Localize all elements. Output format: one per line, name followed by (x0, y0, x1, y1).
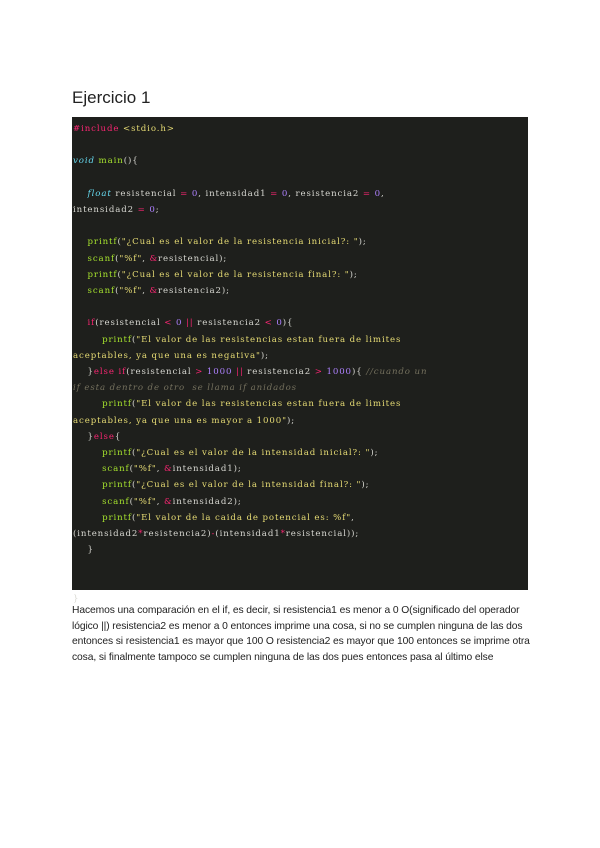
code-token: printf (102, 334, 132, 345)
code-token: resistencial); (158, 253, 228, 264)
code-line (73, 285, 527, 297)
code-token: || (186, 318, 194, 329)
code-token: (intensidad1 (215, 529, 281, 539)
code-token: printf (102, 448, 132, 458)
code-token: else if (93, 367, 127, 377)
code-line (73, 398, 527, 410)
code-token: aceptables, ya que una es mayor a 1000" (73, 415, 287, 426)
code-token: ( (115, 286, 120, 296)
code-token: > (314, 367, 323, 377)
code-token (73, 464, 102, 474)
code-token: < (164, 318, 173, 329)
code-token: "%f" (133, 464, 157, 475)
code-token: , (381, 188, 385, 199)
code-token: ); (286, 415, 296, 426)
code-token: else (93, 431, 115, 442)
code-token: = (137, 205, 146, 215)
code-token: , (156, 464, 165, 475)
code-token: } (73, 593, 80, 604)
code-token: "¿Cual es el valor de la intensidad inicial?: " (136, 448, 371, 458)
code-token: > (195, 367, 204, 377)
code-token: printf (87, 237, 118, 248)
code-token: < (264, 318, 273, 329)
code-token: ( (132, 334, 137, 345)
code-token (73, 497, 102, 507)
code-token: 0 (281, 188, 289, 199)
code-token: if (87, 318, 96, 329)
code-line (73, 350, 527, 362)
code-token: ( (132, 480, 137, 491)
code-token: resistencia2) (143, 529, 212, 539)
code-token: printf (102, 480, 132, 491)
code-line (73, 382, 527, 394)
code-token: resistencial)); (285, 529, 360, 539)
code-token: "El valor de las resistencias estan fuera de limites (136, 334, 402, 345)
code-token: ( (117, 269, 122, 280)
code-token: , (351, 512, 355, 523)
code-token: ){ (351, 367, 367, 377)
code-token: if esta dentro de otro se llama if anidados (73, 383, 297, 394)
code-token: ; (155, 205, 160, 215)
code-token: ( (129, 496, 134, 507)
code-token: float (87, 188, 112, 199)
code-token: & (149, 286, 159, 296)
code-token: * (280, 529, 286, 539)
explanation-paragraph: Hacemos una comparación en el if, es decir, si resistencia1 es menor a 0 O(significado del operador lógico ||) resistencia2 es menor a 0 entonces imprime una cosa, si no se cumplen ninguna de las dos entonces si resistencia1 es mayor que 100 O resistencia2 es mayor que 100 entonces se imprime otra cosa, si finalmente tampoco se cumplen ninguna de las dos pues entonces pasa al último else (72, 605, 530, 663)
code-line (73, 479, 527, 491)
code-token: resistencia2); (158, 286, 230, 296)
code-token: (intensidad2 (73, 529, 139, 539)
code-line (73, 317, 527, 329)
code-token: } (73, 431, 94, 442)
code-token: 1000 (206, 367, 233, 377)
code-token: "¿Cual es el valor de la intensidad final?: " (136, 480, 362, 491)
code-token: 0 (374, 188, 382, 199)
code-line (73, 528, 527, 540)
code-line (73, 188, 527, 200)
code-line (73, 431, 527, 443)
code-token: ); (361, 480, 370, 491)
code-token (73, 399, 102, 409)
code-token: ( (132, 448, 137, 458)
code-token: "¿Cual es el valor de la resistencia final?: " (121, 269, 350, 280)
code-token: intensidad1); (172, 464, 242, 475)
code-token: printf (102, 512, 132, 523)
code-token: & (164, 496, 173, 507)
code-token: ( (132, 512, 137, 523)
code-token: ( (117, 237, 122, 248)
code-token: * (138, 529, 144, 539)
code-line (73, 496, 527, 508)
code-token: 0 (149, 205, 156, 215)
code-token: (){ (123, 156, 139, 167)
code-token: , (142, 253, 150, 264)
code-token: = (180, 188, 189, 199)
code-line (73, 334, 527, 346)
code-token: ( (132, 399, 137, 410)
code-token: || (236, 367, 244, 377)
code-token: scanf (87, 286, 116, 296)
code-token (73, 513, 102, 523)
code-token: "El valor de las resistencias estan fuera de limites (136, 399, 402, 410)
code-token: resistencia2 (243, 367, 315, 377)
code-token (73, 448, 102, 458)
code-token: , intensidad1 (198, 188, 271, 199)
code-token: ); (349, 269, 358, 280)
code-token: } (73, 545, 94, 556)
code-token: , (156, 496, 165, 507)
code-token: ); (358, 237, 367, 248)
code-token: "%f" (119, 286, 143, 296)
code-token: resistencia2 (193, 318, 265, 329)
code-token: void (73, 156, 95, 167)
code-token: intensidad2 (73, 205, 138, 215)
code-token: - (211, 529, 216, 539)
code-token: 0 (191, 188, 199, 199)
code-line (73, 415, 527, 427)
code-token (73, 189, 88, 199)
code-token: ); (260, 350, 269, 361)
code-token: ); (370, 448, 379, 458)
code-token: //cuando un (366, 367, 428, 377)
code-token: & (149, 253, 159, 264)
code-token: = (362, 188, 372, 199)
code-token: 0 (175, 318, 183, 329)
code-token: (resistencial (95, 318, 165, 329)
code-token: , resistencia2 (288, 188, 363, 199)
code-token: ( (115, 253, 120, 264)
code-token: } (73, 367, 94, 377)
document-title: Ejercicio 1 (72, 88, 151, 107)
code-token: resistencial (111, 188, 181, 199)
code-token (73, 270, 88, 280)
code-token: printf (87, 269, 118, 280)
code-line (73, 269, 527, 281)
code-line (73, 512, 527, 524)
code-token: 1000 (326, 367, 352, 377)
code-token: scanf (102, 464, 130, 475)
code-token: "%f" (133, 496, 157, 507)
code-line (73, 366, 527, 378)
code-token: scanf (87, 253, 116, 264)
code-token: "El valor de la caida de potencial es: %f" (136, 512, 352, 523)
code-token: printf (102, 399, 132, 410)
code-token: = (270, 188, 279, 199)
code-token (73, 286, 88, 296)
code-token (73, 335, 102, 345)
code-line (73, 155, 527, 167)
code-token: & (164, 464, 173, 475)
code-line (73, 123, 527, 135)
code-token (73, 480, 102, 490)
code-token: intensidad2); (172, 496, 242, 507)
code-line (73, 253, 527, 265)
code-token: 0 (276, 318, 283, 329)
code-line (73, 236, 527, 248)
code-line (73, 544, 527, 556)
code-token: ( (129, 464, 134, 475)
code-token: <stdio.h> (123, 124, 175, 134)
code-token: #include (73, 124, 123, 134)
code-token: aceptables, ya que una es negativa" (73, 350, 261, 361)
code-line (73, 463, 527, 475)
code-token (73, 318, 88, 328)
code-token: ){ (282, 318, 294, 329)
code-token: "%f" (119, 253, 143, 264)
code-token: main (98, 156, 124, 167)
code-token (73, 237, 88, 247)
code-token (73, 254, 88, 264)
code-block (72, 117, 528, 604)
code-token: (resistencial (126, 367, 196, 377)
code-token: scanf (102, 496, 130, 507)
code-token: , (142, 286, 150, 296)
code-token: { (114, 431, 122, 442)
code-line (73, 447, 527, 459)
code-token: "¿Cual es el valor de la resistencia inicial?: " (121, 237, 359, 248)
code-line (73, 204, 527, 216)
